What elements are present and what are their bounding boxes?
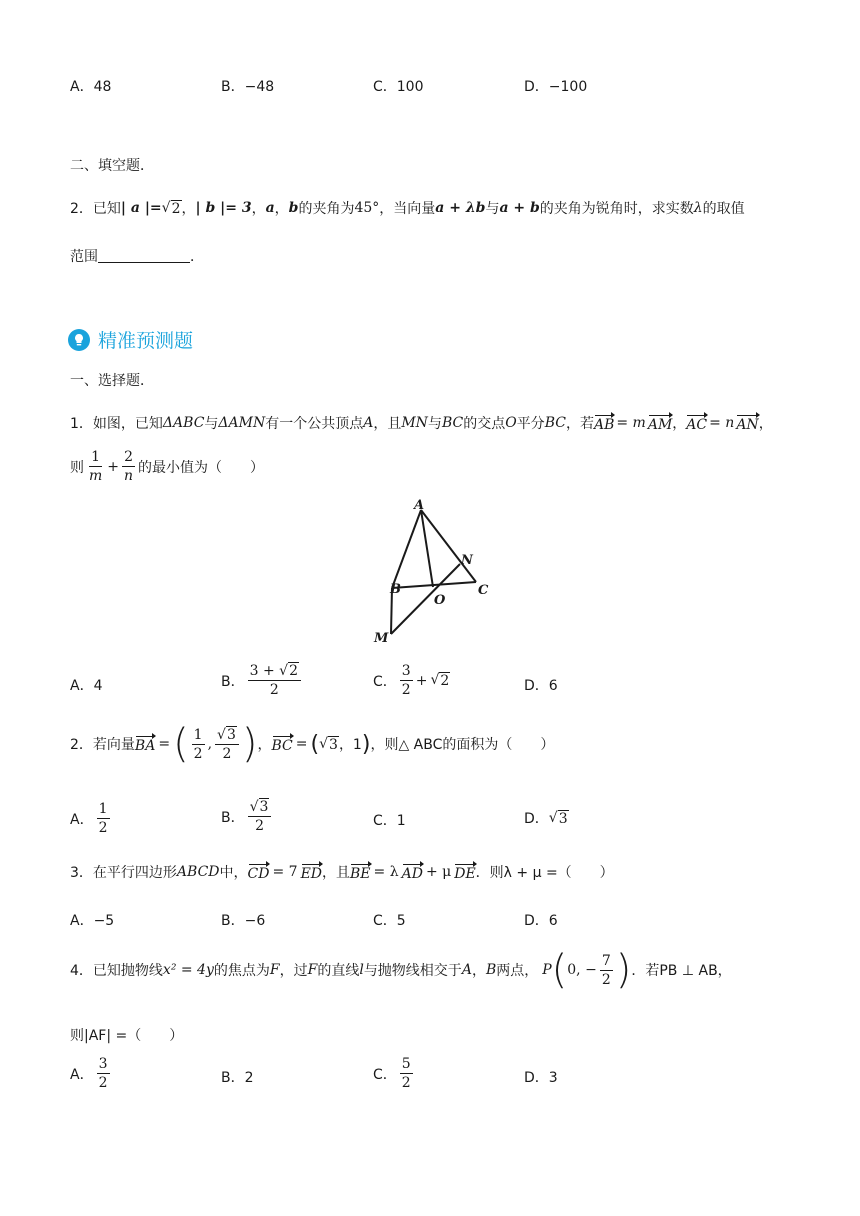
q2-option-b[interactable]: B． √ 3 2	[221, 798, 274, 835]
fig-label-a: A	[414, 498, 425, 513]
fig-label-m: M	[374, 631, 389, 646]
prev-option-d: D．−100	[524, 79, 588, 95]
q2-option-d[interactable]: D． √ 3	[524, 809, 568, 827]
question-2-line: 2．若向量 BA = ( $\frac{1}{2}$ , √ 3 2 ) ， BC = ( √ 3 ，1 ) ，则△ ABC的面积为（ ）	[70, 721, 555, 767]
question-4-line2: 则|AF| =（ ）	[70, 1028, 184, 1044]
fig-label-n: N	[461, 553, 473, 568]
fig-label-b: B	[390, 582, 401, 597]
prev-option-a: A．48	[70, 79, 112, 95]
answer-blank[interactable]	[98, 250, 190, 263]
vector-cd: CD	[248, 862, 270, 882]
vector-ac: AC	[686, 413, 707, 433]
q4-option-d[interactable]: D．3	[524, 1070, 558, 1086]
q4-option-b[interactable]: B．2	[221, 1070, 254, 1086]
q3-option-a[interactable]: A．−5	[70, 913, 115, 929]
q3-option-c[interactable]: C．5	[373, 913, 406, 929]
section-title: 精准预测题	[98, 330, 194, 352]
vector-am: AM	[648, 413, 672, 433]
q1-option-b[interactable]: B． 3 + √ 2 2	[221, 662, 304, 699]
vector-de: DE	[454, 862, 475, 882]
fig-label-o: O	[434, 593, 446, 608]
vector-an: AN	[736, 413, 758, 433]
prev-option-c: C．100	[373, 79, 424, 95]
vector-ad: AD	[402, 862, 423, 882]
question-1-line1: 1．如图，已知 ΔABC 与 ΔAMN 有一个公共顶点 A ，且 MN 与 BC 的交点 O 平分 BC ，若 AB = m AM ， AC = n AN ，	[70, 415, 773, 433]
q2-option-a[interactable]: A． $\frac{1}{2}$	[70, 801, 108, 836]
vector-bc: BC	[272, 734, 293, 754]
q1-option-d[interactable]: D．6	[524, 678, 558, 694]
q4-option-c[interactable]: C． $\frac{5}{2}$	[373, 1056, 411, 1091]
question-1-line2: 则 $\frac{1}{m}$ + $\frac{2}{n}$ 的最小值为（ ）	[70, 449, 265, 484]
q3-option-d[interactable]: D．6	[524, 913, 558, 929]
question-3-line: 3．在平行四边形 ABCD 中， CD = 7 ED ，且 BE = λ AD + μ DE ．则λ + μ =（ ）	[70, 864, 614, 882]
q3-option-b[interactable]: B．−6	[221, 913, 266, 929]
sqrt-2: √ 2	[161, 199, 181, 217]
lightbulb-icon	[68, 329, 90, 351]
question-4-line1: 4．已知抛物线 x² = 4y 的焦点为 F ，过 F 的直线 l 与抛物线相交于 A ， B 两点， P ( 0, − $\frac{7}{2}$ ) ．若PB ⊥ AB，	[70, 947, 732, 993]
q2-option-c[interactable]: C．1	[373, 813, 406, 829]
fill-question-2-line2: 范围 ．	[70, 249, 204, 265]
vector-ed: ED	[301, 862, 322, 882]
section-header	[68, 326, 193, 353]
choice-section-heading: 一、选择题．	[70, 373, 154, 389]
triangle-figure	[372, 496, 492, 646]
fig-label-c: C	[478, 583, 489, 598]
q4-option-a[interactable]: A． $\frac{3}{2}$	[70, 1056, 108, 1091]
prev-option-b: B．−48	[221, 79, 275, 95]
vector-ba: BA	[135, 734, 155, 754]
fill-question-2-line1: 2．已知 | a |= √ 2 ， | b |= 3 ， a ， b 的夹角为 45° ，当向量 a + λb 与 a + b 的夹角为锐角时，求实数 λ 的取值	[70, 199, 745, 217]
q1-option-a[interactable]: A．4	[70, 678, 103, 694]
q1-option-c[interactable]: C． $\frac{3}{2}$ + √ 2	[373, 663, 450, 698]
fill-section-heading: 二、填空题．	[70, 158, 154, 174]
vector-ab: AB	[594, 413, 614, 433]
vector-be: BE	[350, 862, 371, 882]
